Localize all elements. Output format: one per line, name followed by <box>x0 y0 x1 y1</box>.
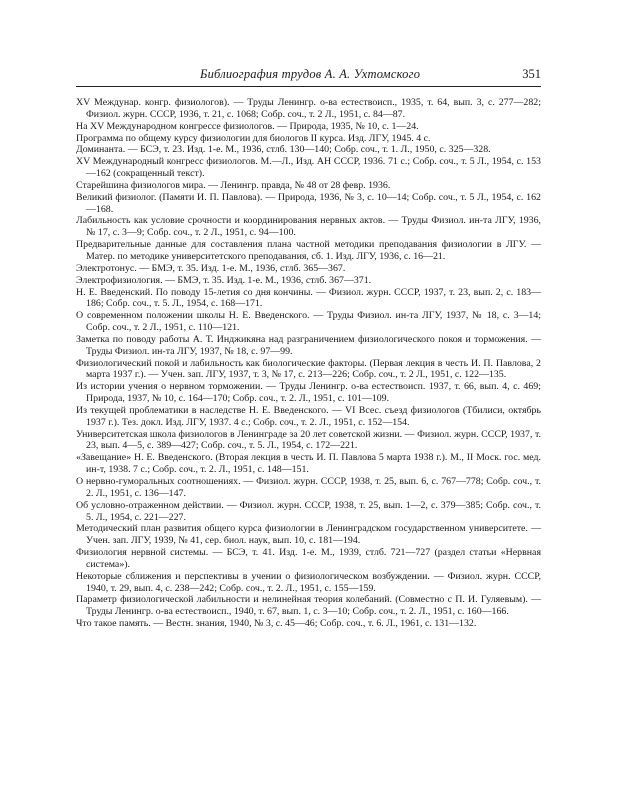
bibliography-entry: Предварительные данные для составления плана частной методики преподавания физиологии в ЛГУ. — Матер. по методике университетского преподавания, сб. 1. Изд. ЛГУ, 1936, с. 16—21. <box>76 239 541 262</box>
bibliography-entry: Из истории учения о нервном торможении. — Труды Ленингр. о-ва естествоисп. 1937, т. 66, вып. 4, с. 469; Природа, 1937, № 10, с. 164—170; Собр. соч., т. 2. Л., 1951, с. 101—109. <box>76 381 541 405</box>
bibliography-entry: Университетская школа физиологов в Ленинграде за 20 лет советской жизни. — Физиол. журн. СССР, 1937, т. 23, вып. 4—5, с. 389—427; Собр. соч., т. 5. Л., 1954, с. 172—221. <box>76 428 541 452</box>
bibliography-entry: Лабильность как условие срочности и координирования нервных актов. — Труды Физиол. ин-та ЛГУ, 1936, № 17, с. 3—9; Собр. соч., т. 2 Л., 1951, с. 94—100. <box>76 215 541 239</box>
bibliography-entry: Физиология нервной системы. — БСЭ, т. 41. Изд. 1-е. М., 1939, стлб. 721—727 (раздел статьи «Нервная система»). <box>76 547 541 570</box>
bibliography-entry: Электрофизиология. — БМЭ, т. 35. Изд. 1-е. М., 1936, стлб. 367—371. <box>76 274 372 286</box>
bibliography-entry: Программа по общему курсу физиологии для биологов II курса. Изд. ЛГУ, 1945. 4 с. <box>76 132 431 144</box>
page-number: 351 <box>522 67 541 81</box>
header-title: Библиография трудов А. А. Ухтомского <box>200 67 421 81</box>
bibliography-entry: Некоторые сближения и перспективы в учении о физиологическом возбуждении. — Физиол. журн. СССР, 1940, т. 29, вып. 4, с. 238—242; Собр. соч., т. 2. Л., 1951, с. 155—159. <box>76 570 541 594</box>
bibliography-entry: Великий физиолог. (Памяти И. П. Павлова). — Природа, 1936, № 3, с. 10—14; Собр. соч., т. 5 Л., 1954, с. 162—168. <box>76 191 541 215</box>
bibliography-entry: «Завещание» Н. Е. Введенского. (Вторая лекция в честь И. П. Павлова 5 марта 1938 г.). М., II Моск. гос. мед. ин-т, 1938. 7 с.; Собр. соч., т. 2. Л., 1951, с. 148—151. <box>76 452 541 476</box>
bibliography-entry: О современном положении школы Н. Е. Введенского. — Труды Физиол. ин-та ЛГУ, 1937, № 18, с. 3—14; Собр. соч., т. 2 Л., 1951, с. 110—121. <box>76 310 541 334</box>
bibliography-entry: Методический план развития общего курса физиологии в Ленинградском государственном университете. — Учен. зап. ЛГУ, 1939, № 41, сер. биол. наук, вып. 10, с. 181—194. <box>76 523 541 547</box>
bibliography-entry: Заметка по поводу работы А. Т. Инджикяна над разграничением физиологического покоя и торможения. — Труды Физиол. ин-та ЛГУ, 1937, № 18, с. 97—99. <box>76 333 541 357</box>
bibliography-list <box>76 97 541 630</box>
header-rule <box>76 86 541 87</box>
bibliography-entry: XV Междунар. конгр. физиологов). — Труды Ленингр. о-ва естествоисп., 1935, т. 64, вып. 3, с. 277—282; Физиол. журн. СССР, 1936, т. 21, с. 1068; Собр. соч., т. 2 Л., 1951, с. 84—87. <box>76 97 541 120</box>
bibliography-entry: Старейшина физиологов мира. — Ленингр. правда, № 48 от 28 февр. 1936. <box>76 179 391 191</box>
bibliography-entry: Об условно-отраженном действии. — Физиол. журн. СССР, 1938, т. 25, вып. 1—2, с. 379—385; Собр. соч., т. 5. Л., 1954, с. 221—227. <box>76 499 541 523</box>
bibliography-entry: Н. Е. Введенский. По поводу 15-летия со дня кончины. — Физиол. журн. СССР, 1937, т. 23, вып. 2, с. 183—186; Собр. соч., т. 5. Л., 1954, с. 168—171. <box>76 286 541 310</box>
bibliography-entry: Доминанта. — БСЭ, т. 23. Изд. 1-е. М., 1936, стлб. 130—140; Собр. соч., т. 1. Л., 1950, с. 325—328. <box>76 144 491 156</box>
running-header <box>76 67 541 85</box>
bibliography-entry: Параметр физиологической лабильности и нелинейная теория колебаний. (Совместно с П. И. Гуляевым). — Труды Ленингр. о-ва естествоисп., 1940, т. 67, вып. 1, с. 3—10; Собр. соч., т. 2. Л., 1951, с. 160—166. <box>76 594 541 618</box>
bibliography-entry: О нервно-гуморальных соотношениях. — Физиол. журн. СССР, 1938, т. 25, вып. 6, с. 767—778; Собр. соч., т. 2. Л., 1951, с. 136—147. <box>76 476 541 499</box>
bibliography-entry: Из текущей проблематики в наследстве Н. Е. Введенского. — VI Всес. съезд физиологов (Тбилиси, октябрь 1937 г.). Тез. докл. Изд. ЛГУ, 1937. 4 с.; Собр. соч., т. 2. Л., 1951, с. 152—154. <box>76 404 541 428</box>
bibliography-entry: Физиологический покой и лабильность как биологические факторы. (Первая лекция в честь И. П. Павлова, 2 марта 1937 г.). — Учен. зап. ЛГУ, 1937, т. 3, № 17, с. 213—226; Собр. соч., т. 2 Л., 1951, с. 122—135. <box>76 357 541 381</box>
bibliography-entry: Что такое память. — Вестн. знания, 1940, № 3, с. 45—46; Собр. соч., т. 6. Л., 1961, с. 131—132. <box>76 618 477 630</box>
bibliography-entry: Электротонус. — БМЭ, т. 35. Изд. 1-е. М., 1936, стлб. 365—367. <box>76 262 346 274</box>
bibliography-entry: XV Международный конгресс физиологов. М.—Л., Изд. АН СССР, 1936. 71 с.; Собр. соч., т. 5 Л., 1954, с. 153—162 (сокращенный текст). <box>76 156 541 180</box>
bibliography-entry: На XV Международном конгрессе физиологов. — Природа, 1935, № 10, с. 1—24. <box>76 120 419 132</box>
